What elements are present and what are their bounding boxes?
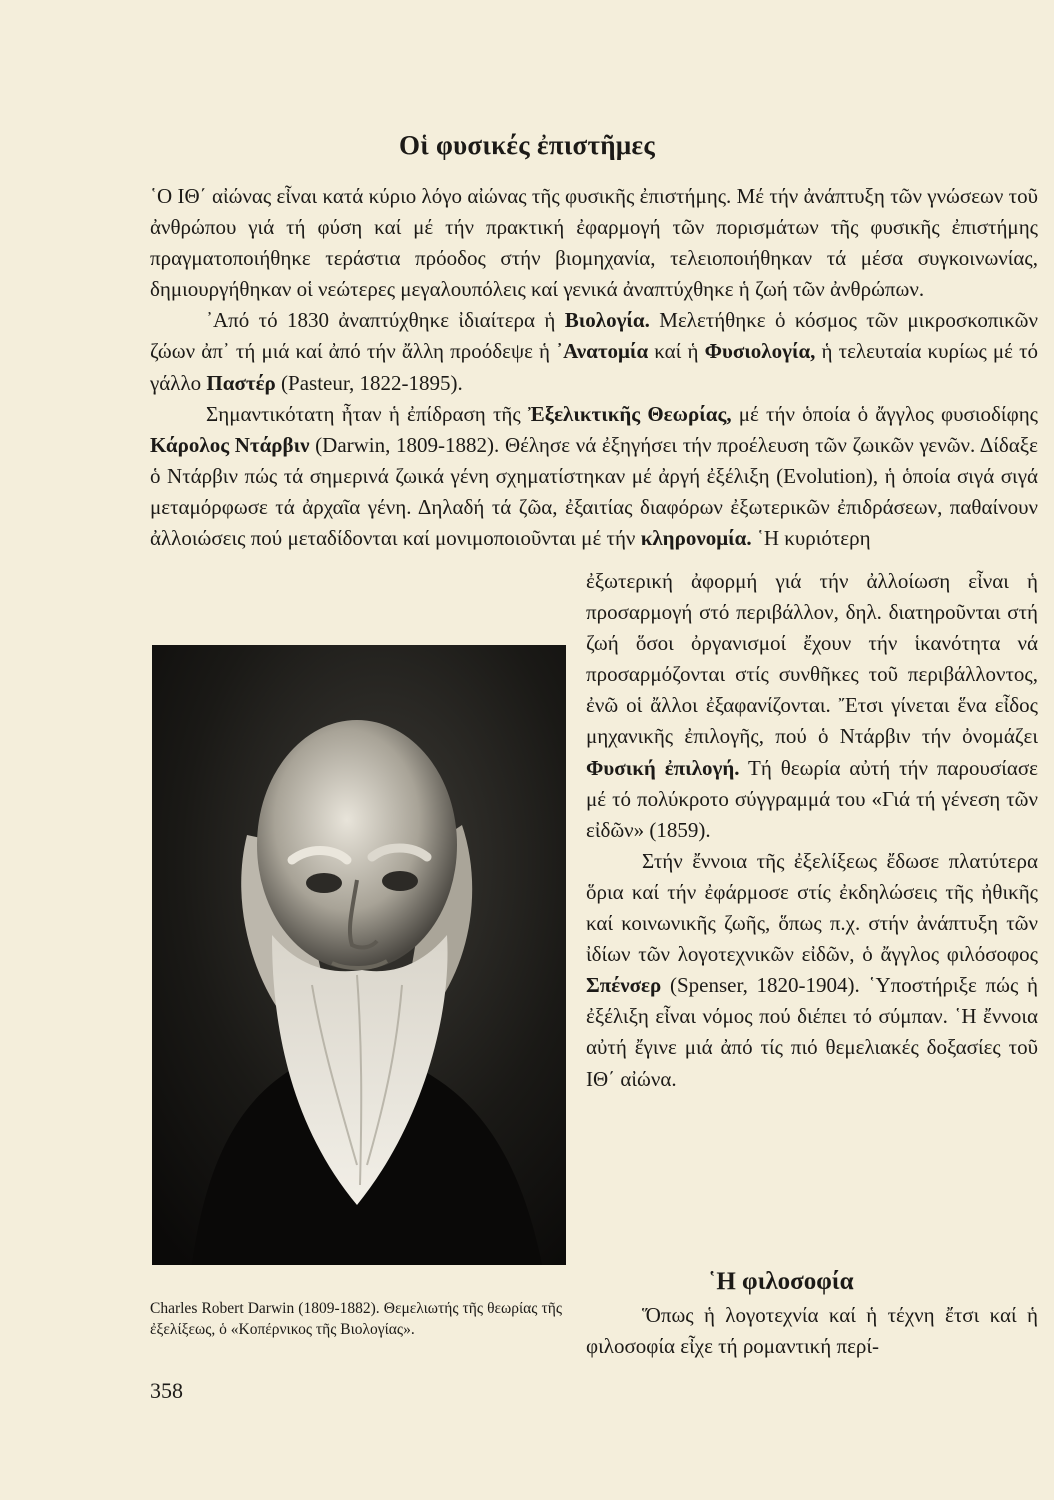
intro-paragraph-2: ᾿Από τό 1830 ἀναπτύχθηκε ἰδιαίτερα ἡ Βιολογία. Μελετήθηκε ὁ κόσμος τῶν μικροσκοπικῶν ζώων ἀπ᾿ τή μιά καί ἀπό τήν ἄλλη προόδεψε ἡ ᾿Ανατομία καί ἡ Φυσιολογία, ἡ τελευταία κυρίως μέ τό γάλλο Παστέρ (Pasteur, 1822-1895). (150, 308, 1039, 395)
section-title: Οἱ φυσικές ἐπιστῆμες (398, 130, 656, 160)
term-physiology: Φυσιολογία, (704, 339, 816, 364)
term-heredity: κληρονομία. (640, 526, 752, 551)
intro-paragraph-3: Σημαντικότατη ἦταν ἡ ἐπίδραση τῆς Ἐξελικτικῆς Θεωρίας, μέ τήν ὁποία ὁ ἄγγλος φυσιοδίφης Κάρολος Ντάρβιν (Darwin, 1809-1882). Θέλησε νά ἐξηγήσει τήν προέλευση τῶν ζωικῶν γενῶν. Δίδαξε ὁ Ντάρβιν πώς τά σημερινά ζωικά γένη σχηματίστηκαν μέ ἀργή ἐξέλιξη (Evolution), ἡ ὁποία σιγά σιγά μεταμόρφωσε τά ἀρχαῖα γένη. Δηλαδή τά ζῶα, ἐξαιτίας διαφόρων ἐξωτερικῶν ἐπιδράσεων, παθαίνουν ἀλλοιώσεις πού μεταδίδονται καί μονιμοποιοῦνται μέ τήν κληρονομία. ῾Η κυριότερη (150, 401, 1038, 551)
subsection-title: ῾Η φιλοσοφία (708, 1268, 854, 1295)
right-paragraph-2: Στήν ἔννοια τῆς ἐξελίξεως ἔδωσε πλατύτερα ὅρια καί τήν ἐφάρμοσε στίς ἐκδηλώσεις τῆς ἠθικῆς καί κοινωνικῆς ζωῆς, ὅπως π.χ. στήν ἀνάπτυξη τῶν ἰδίων τῶν λογοτεχνικῶν εἰδῶν, ὁ ἄγγλος φιλόσοφος Σπένσερ (Spenser, 1820-1904). ῾Υποστήριξε πώς ἡ ἐξέλιξη εἶναι νόμος πού διέπει τό σύμπαν. ῾Η ἔννοια αὐτή ἔγινε μιά ἀπό τίς πιό θεμελιακές δοξασίες τοῦ ΙΘ΄ αἰώνα. (586, 848, 1038, 1091)
name-darwin: Κάρολος Ντάρβιν (150, 432, 310, 457)
right-paragraph-1: ἐξωτερική ἀφορμή γιά τήν ἀλλοίωση εἶναι ἡ προσαρμογή στό περιβάλλον, δηλ. διατηροῦνται στή ζωή ὅσοι ὀργανισμοί ἔχουν τήν ἱκανότητα νά προσαρμόζονται στίς συνθῆκες τοῦ περιβάλλοντος, ἐνῶ οἱ ἄλλοι ἐξαφανίζονται. Ἔτσι γίνεται ἕνα εἶδος μηχανικῆς ἐπιλογῆς, πού ὁ Ντάρβιν τήν ὀνομάζει Φυσική ἐπιλογή. Τή θεωρία αὐτή τήν παρουσίασε μέ τό πολύκροτο σύγγραμμά του «Γιά τή γένεση τῶν εἰδῶν» (1859). (586, 569, 1038, 842)
philosophy-paragraph: Ὅπως ἡ λογοτεχνία καί ἡ τέχνη ἔτσι καί ἡ φιλοσοφία εἶχε τή ρομαντική περί- (586, 1303, 1038, 1359)
right-column-text (586, 566, 1038, 1095)
intro-paragraph-1: ῾Ο ΙΘ΄ αἰώνας εἶναι κατά κύριο λόγο αἰώνας τῆς φυσικῆς ἐπιστήμης. Μέ τήν ἀνάπτυξη τῶν γνώσεων τοῦ ἀνθρώπου γιά τή φύση καί μέ τήν πρακτική ἐφαρμογή τῶν πορισμάτων τῆς φυσικῆς ἐπιστήμης πραγματοποιήθηκε τεράστια πρόοδος στήν βιομηχανία, τελειοποιήθηκαν τά μέσα συγκοινωνίας, δημιουργήθηκαν οἱ νεώτερες μεγαλουπόλεις καί γενικά ἀναπτύχθηκε ἡ ζωή τῶν ἀνθρώπων. (150, 184, 1038, 302)
name-pasteur: Παστέρ (206, 370, 276, 395)
term-anatomy: ᾿Ανατομία (556, 339, 649, 364)
term-evolution-theory: Ἐξελικτικῆς Θεωρίας, (527, 401, 732, 426)
intro-text-block (150, 181, 1038, 554)
photo-caption: Charles Robert Darwin (1809-1882). Θεμελιωτής τῆς θεωρίας τῆς ἐξελίξεως, ὁ «Κοπέρνικος τῆς Βιολογίας». (150, 1300, 562, 1338)
darwin-portrait-photo (152, 645, 566, 1265)
philosophy-text (586, 1300, 1038, 1362)
term-biology: Βιολογία. (564, 308, 650, 333)
page-number: 358 (150, 1378, 183, 1403)
term-natural-selection: Φυσική ἐπιλογή. (586, 755, 740, 780)
name-spencer: Σπένσερ (586, 973, 662, 998)
